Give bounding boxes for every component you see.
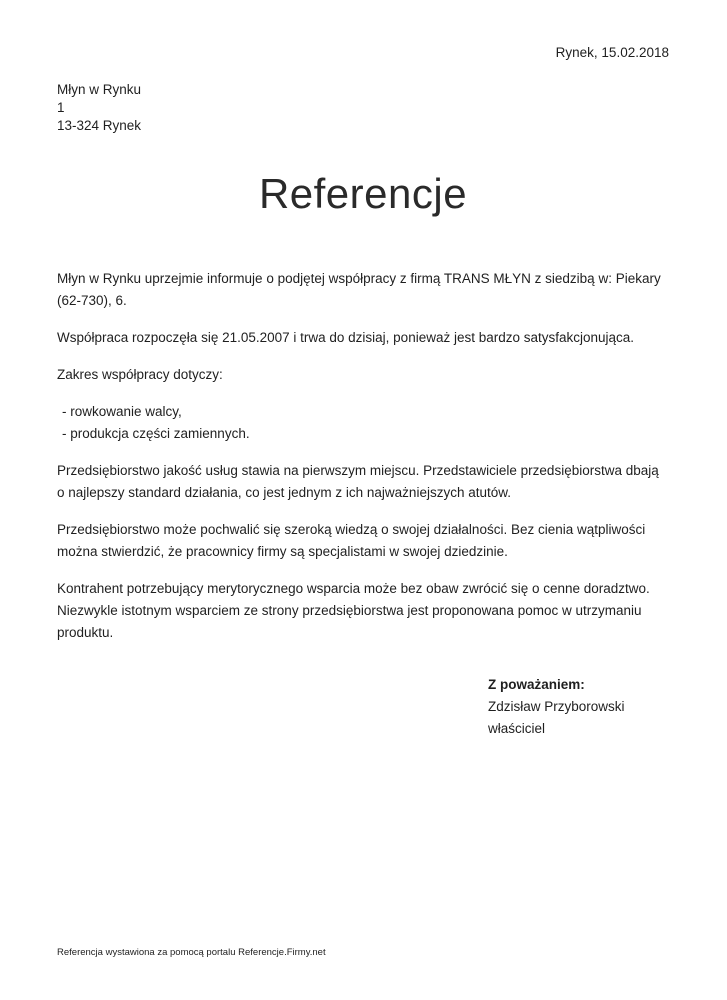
scope-list [57,401,669,445]
sender-name: Młyn w Rynku [57,82,142,97]
letter-title: Referencje [258,170,468,217]
scope-list-item: - produkcja części zamiennych. [62,426,250,441]
footer-note: Referencja wystawiona za pomocą portalu Referencje.Firmy.net [57,947,326,958]
paragraph-expertise: Przedsiębiorstwo może pochwalić się szeroką wiedzą o swojej działalności. Bez cienia wątpliwości można stwierdzić, że pracownicy firmy są specjalistami w swojej dziedzinie. [57,522,646,559]
paragraph-quality: Przedsiębiorstwo jakość usług stawia na pierwszym miejscu. Przedstawiciele przedsiębiorstwa dbają o najlepszy standard działania, co jest jednym z ich najważniejszych atutów. [57,463,659,500]
paragraph-cooperation-start: Współpraca rozpoczęła się 21.05.2007 i trwa do dzisiaj, ponieważ jest bardzo satysfakcjonująca. [57,330,635,345]
scope-list-item: - rowkowanie walcy, [62,404,182,419]
sender-block [57,81,669,135]
letter-body [57,268,669,644]
paragraph-scope-heading: Zakres współpracy dotyczy: [57,367,223,382]
paragraph-support: Kontrahent potrzebujący merytorycznego wsparcia może bez obaw zwrócić się o cenne doradztwo. Niezwykle istotnym wsparciem ze strony przedsiębiorstwa jest proponowana pomoc w utrzymaniu produktu. [57,581,650,640]
paragraph-introduction: Młyn w Rynku uprzejmie informuje o podjętej współpracy z firmą TRANS MŁYN z siedzibą w: Piekary (62-730), 6. [57,271,661,308]
date-line: Rynek, 15.02.2018 [555,45,669,60]
signature-block [488,674,669,740]
signature-name: Zdzisław Przyborowski [488,699,625,714]
sender-address-line2: 13-324 Rynek [57,118,142,133]
sender-address-line1: 1 [57,100,65,115]
signature-role: właściciel [488,721,546,736]
signature-closing: Z poważaniem: [488,677,585,692]
